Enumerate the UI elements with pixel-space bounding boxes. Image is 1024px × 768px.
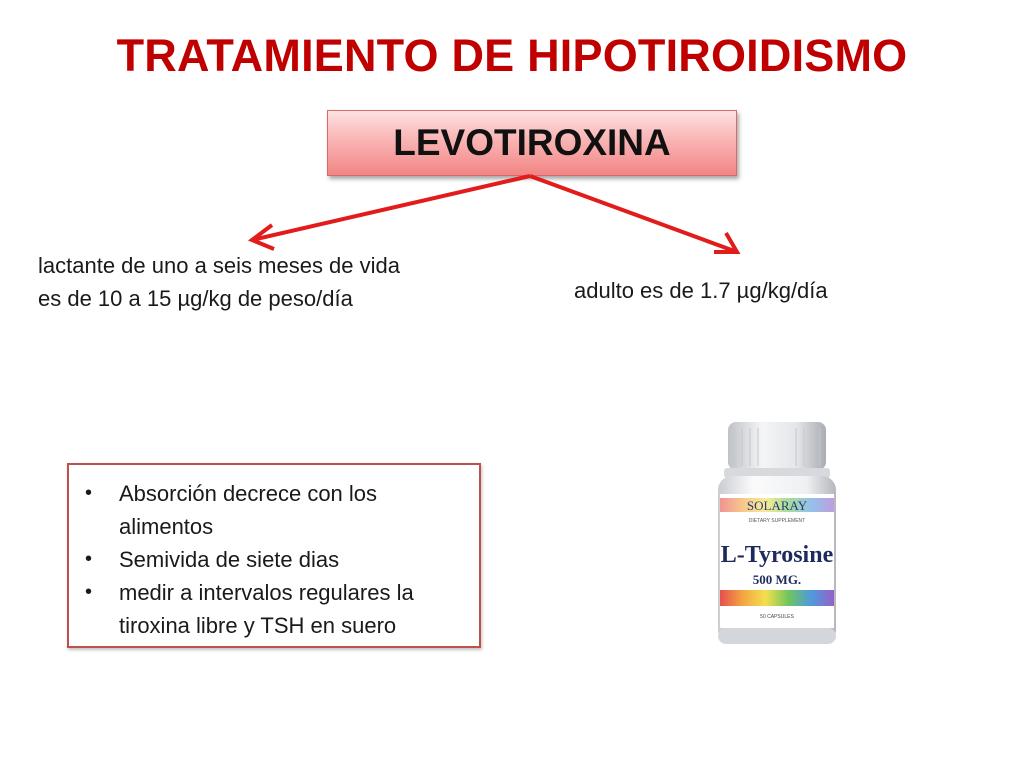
note-item bbox=[79, 543, 469, 576]
note-text-cont: alimentos bbox=[119, 514, 214, 539]
note-text: Absorción decrece con los bbox=[119, 481, 378, 506]
notes-box bbox=[67, 463, 481, 648]
infant-dose-line-2: es de 10 a 15 µg/kg de peso/día bbox=[38, 286, 353, 311]
infant-dose-text bbox=[38, 249, 468, 315]
arrow-right bbox=[530, 176, 737, 252]
bullet-icon: • bbox=[85, 482, 93, 504]
note-text-cont: tiroxina libre y TSH en suero bbox=[119, 613, 397, 638]
bottle-brand: SOLARAY bbox=[746, 498, 808, 513]
supplement-bottle-image bbox=[712, 418, 842, 650]
drug-name-box bbox=[327, 110, 737, 176]
note-item bbox=[79, 576, 469, 642]
bullet-icon: • bbox=[85, 548, 93, 570]
arrow-left-head bbox=[252, 225, 274, 249]
bottle-subtitle: DIETARY SUPPLEMENT bbox=[748, 518, 806, 524]
note-text: medir a intervalos regulares la bbox=[119, 580, 414, 605]
adult-dose-text: adulto es de 1.7 µg/kg/día bbox=[574, 278, 828, 303]
bottle-strength: 500 MG. bbox=[752, 572, 802, 587]
bottle-product-name: L-Tyrosine bbox=[720, 542, 834, 568]
bullet-icon: • bbox=[85, 581, 93, 603]
bottle-count: 50 CAPSULES bbox=[760, 614, 794, 620]
note-item bbox=[79, 477, 469, 543]
arrow-left bbox=[252, 176, 530, 240]
notes-list bbox=[79, 477, 469, 642]
infant-dose-line-1: lactante de uno a seis meses de vida bbox=[38, 253, 401, 278]
note-text: Semivida de siete dias bbox=[119, 547, 340, 572]
drug-name: LEVOTIROXINA bbox=[393, 122, 671, 163]
slide-title: TRATAMIENTO DE HIPOTIROIDISMO bbox=[116, 30, 908, 81]
arrow-right-head bbox=[714, 233, 737, 252]
